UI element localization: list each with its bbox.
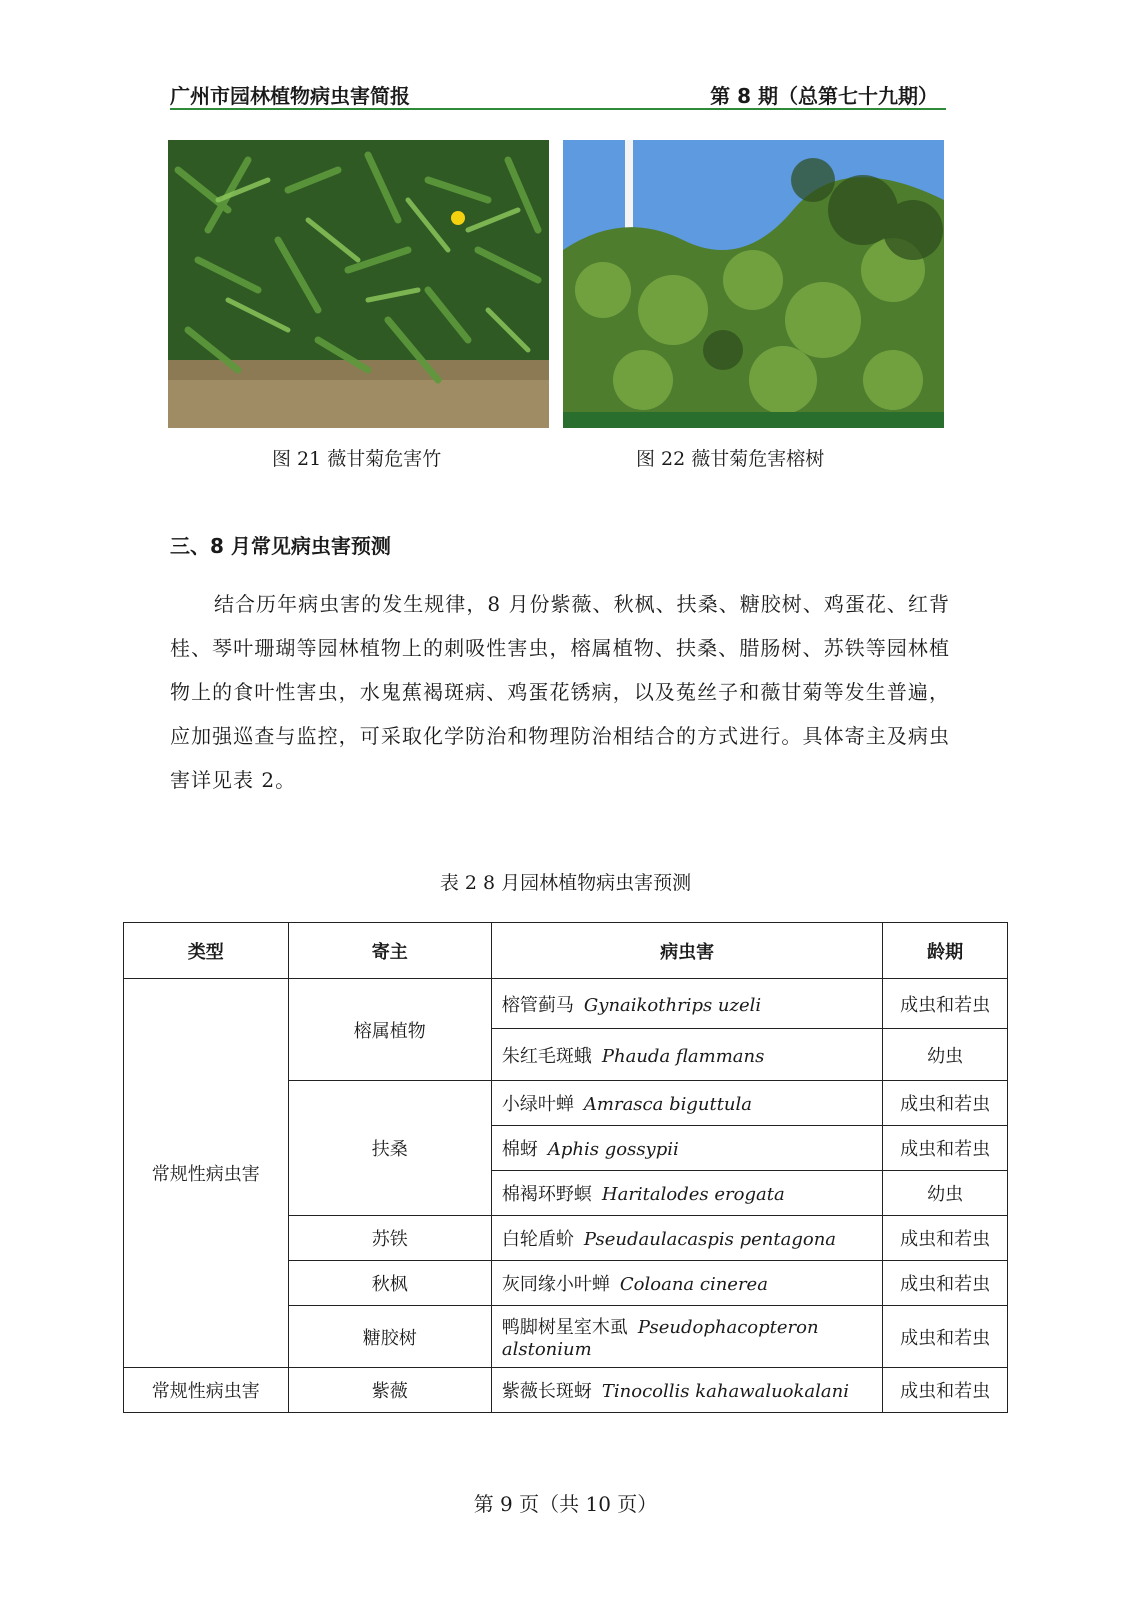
header-pest: 病虫害: [491, 923, 882, 979]
pest-cn: 鸭脚树星室木虱: [501, 1317, 628, 1338]
pest-latin: Gynaikothrips uzeli: [583, 994, 762, 1016]
pest-cn: 灰同缘小叶蝉: [501, 1274, 610, 1295]
header-stage: 龄期: [883, 923, 1008, 979]
stage-cell: 成虫和若虫: [883, 1081, 1008, 1126]
pest-latin: Amrasca biguttula: [583, 1094, 753, 1115]
stage-cell: 成虫和若虫: [883, 979, 1008, 1029]
figure-22-caption: 图 22 薇甘菊危害榕树: [636, 448, 825, 470]
forecast-paragraph: 结合历年病虫害的发生规律，8 月份紫薇、秋枫、扶桑、糖胶树、鸡蛋花、红背桂、琴叶珊瑚等园林植物上的刺吸性害虫，榕属植物、扶桑、腊肠树、苏铁等园林植物上的食叶性害虫，水鬼蕉褐斑病、鸡蛋花锈病，以及菟丝子和薇甘菊等发生普遍，应加强巡查与监控，可采取化学防治和物理防治相结合的方式进行。具体寄主及病虫害详见表 2。: [170, 592, 950, 792]
pest-cn: 白轮盾蚧: [501, 1229, 574, 1250]
stage-cell: 成虫和若虫: [883, 1368, 1008, 1413]
stage-cell: 成虫和若虫: [883, 1306, 1008, 1368]
pest-cn: 榕管蓟马: [501, 994, 574, 1016]
figure-22-photo: [563, 140, 944, 428]
pest-cn: 小绿叶蝉: [501, 1094, 574, 1115]
host-cell: 紫薇: [288, 1368, 491, 1413]
issue-number: 第 8 期（总第七十九期）: [710, 84, 938, 108]
host-cell: 糖胶树: [288, 1306, 491, 1368]
type-cell: 常规性病虫害: [124, 979, 289, 1368]
table-caption: 表 2 8 月园林植物病虫害预测: [439, 872, 692, 894]
page-header: [170, 78, 946, 110]
table-row: [124, 979, 1008, 1029]
pest-cn: 紫薇长斑蚜: [501, 1381, 592, 1402]
pest-cn: 朱红毛斑蛾: [501, 1045, 592, 1067]
pest-latin: Pseudophacopteron alstonium: [501, 1317, 819, 1360]
stage-cell: 成虫和若虫: [883, 1126, 1008, 1171]
pest-cn: 棉褐环野螟: [501, 1184, 592, 1205]
pest-latin: Pseudaulacaspis pentagona: [583, 1229, 837, 1250]
pest-cell: [491, 1368, 882, 1413]
header-host: 寄主: [288, 923, 491, 979]
figure-21-caption: 图 21 薇甘菊危害竹: [272, 448, 442, 470]
type-cell: 常规性病虫害: [124, 1368, 289, 1413]
stage-cell: 成虫和若虫: [883, 1216, 1008, 1261]
pest-forecast-table: [123, 922, 1008, 1413]
stage-cell: 幼虫: [883, 1171, 1008, 1216]
table-row: [124, 1368, 1008, 1413]
pest-cn: 棉蚜: [501, 1139, 538, 1160]
pest-cell: [491, 1081, 882, 1126]
host-cell: 秋枫: [288, 1261, 491, 1306]
pest-cell: [491, 979, 882, 1029]
pest-cell: [491, 1126, 882, 1171]
figure-21-photo: [168, 140, 549, 428]
pest-latin: Tinocollis kahawaluokalani: [601, 1381, 849, 1402]
pest-latin: Phauda flammans: [601, 1045, 765, 1067]
host-cell: 苏铁: [288, 1216, 491, 1261]
pest-latin: Haritalodes erogata: [601, 1184, 785, 1205]
bulletin-title: 广州市园林植物病虫害简报: [170, 84, 410, 108]
stage-cell: 幼虫: [883, 1029, 1008, 1081]
pest-cell: [491, 1171, 882, 1216]
pest-cell: [491, 1216, 882, 1261]
pest-cell: [491, 1029, 882, 1081]
host-cell: 扶桑: [288, 1081, 491, 1216]
stage-cell: 成虫和若虫: [883, 1261, 1008, 1306]
page-number: 第 9 页（共 10 页）: [473, 1492, 658, 1516]
pest-cell: [491, 1261, 882, 1306]
section-heading: 三、8 月常见病虫害预测: [170, 534, 391, 558]
table-header-row: [124, 923, 1008, 979]
host-cell: 榕属植物: [288, 979, 491, 1081]
pest-cell: [491, 1306, 882, 1368]
pest-latin: Aphis gossypii: [547, 1139, 679, 1160]
header-type: 类型: [124, 923, 289, 979]
pest-latin: Coloana cinerea: [619, 1274, 768, 1295]
